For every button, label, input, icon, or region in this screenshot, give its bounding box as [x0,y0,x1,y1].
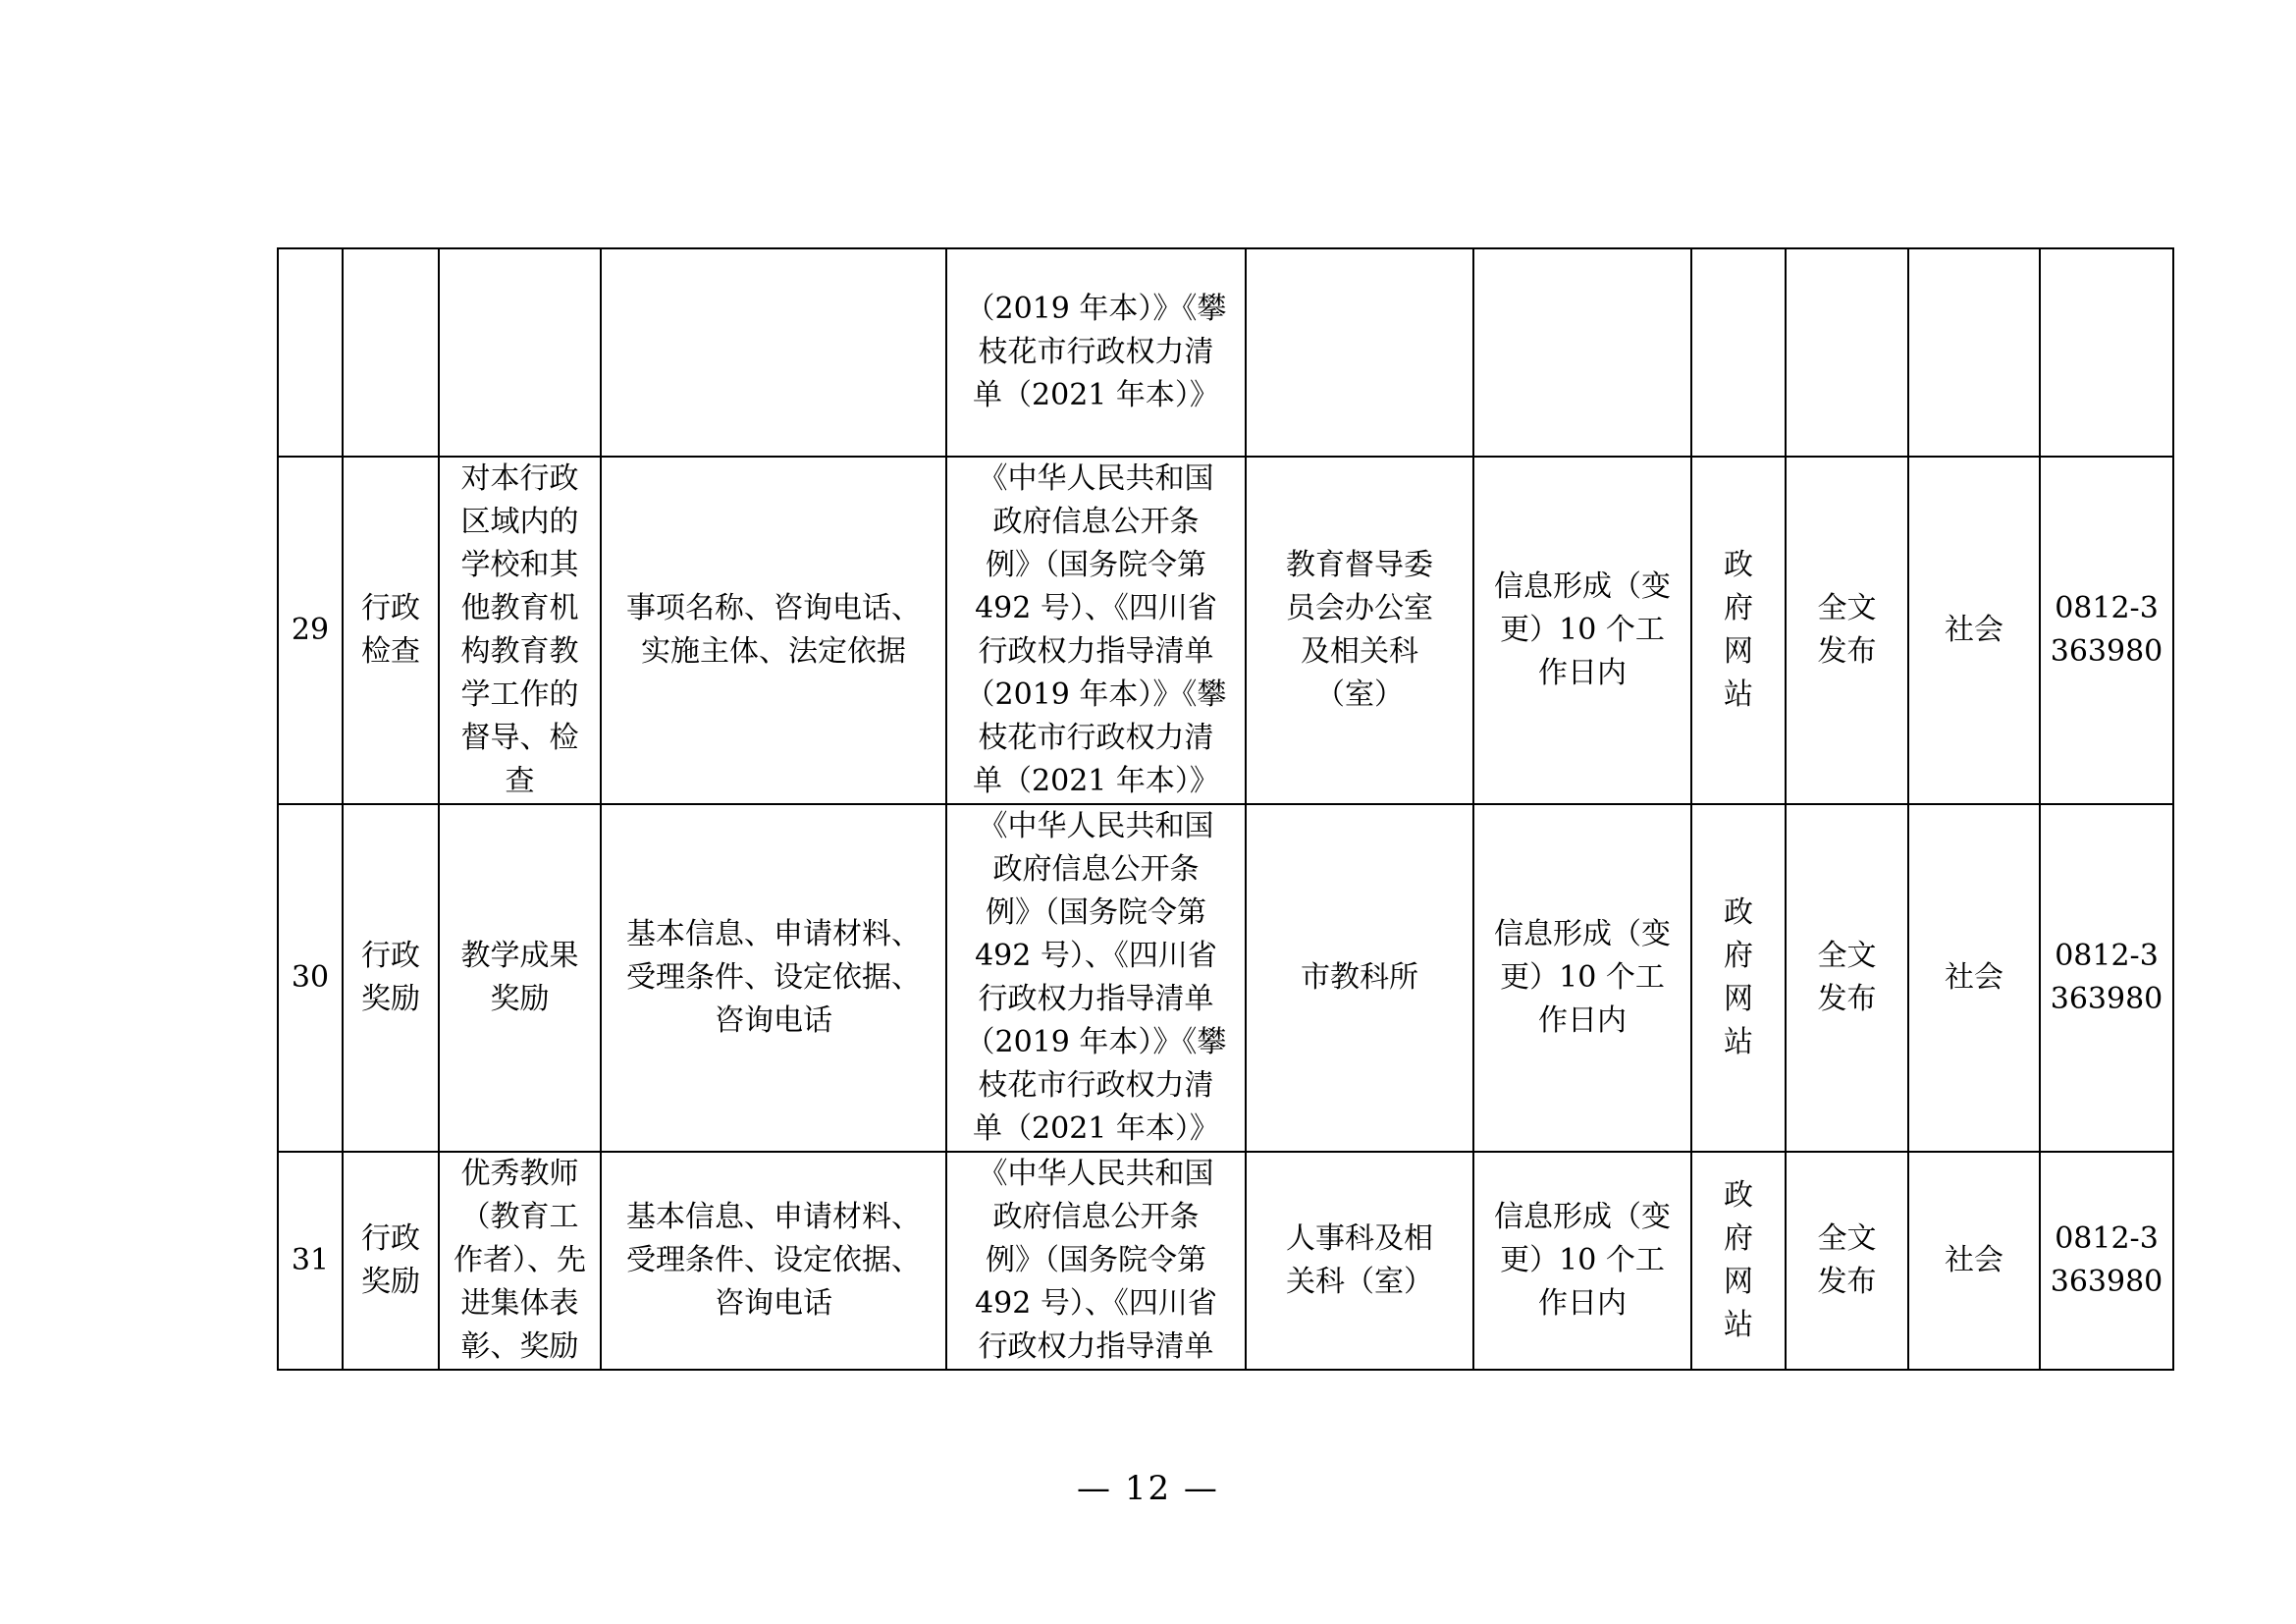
phone-cell: 0812-3 363980 [2040,457,2173,804]
row-number [278,248,343,457]
item-name-cell: 优秀教师 （教育工 作者）、先 进集体表 彰、奖励 [439,1152,601,1370]
table-row [278,1152,2173,1370]
category-cell [343,248,439,457]
channel-cell [1691,248,1786,457]
phone-cell [2040,248,2173,457]
phone-cell: 0812-3 363980 [2040,1152,2173,1370]
content-cell [601,248,946,457]
method-cell: 全文 发布 [1786,804,1908,1152]
table-row [278,248,2173,457]
method-cell: 全文 发布 [1786,457,1908,804]
channel-cell: 政 府 网 站 [1691,457,1786,804]
category-cell: 行政 检查 [343,457,439,804]
time-limit-cell: 信息形成（变 更）10 个工 作日内 [1473,457,1691,804]
row-number: 29 [278,457,343,804]
row-number: 30 [278,804,343,1152]
content-cell: 基本信息、申请材料、 受理条件、设定依据、 咨询电话 [601,804,946,1152]
table-row [278,804,2173,1152]
content-cell: 事项名称、咨询电话、 实施主体、法定依据 [601,457,946,804]
target-cell: 社会 [1908,1152,2040,1370]
target-cell [1908,248,2040,457]
time-limit-cell: 信息形成（变 更）10 个工 作日内 [1473,1152,1691,1370]
target-cell: 社会 [1908,804,2040,1152]
department-cell: 教育督导委 员会办公室 及相关科 （室） [1246,457,1473,804]
time-limit-cell [1473,248,1691,457]
disclosure-table [277,247,2174,1371]
department-cell [1246,248,1473,457]
time-limit-cell: 信息形成（变 更）10 个工 作日内 [1473,804,1691,1152]
channel-cell: 政 府 网 站 [1691,804,1786,1152]
category-cell: 行政 奖励 [343,1152,439,1370]
basis-cell: 《中华人民共和国 政府信息公开条 例》（国务院令第 492 号）、《四川省 行政权力指导清单 （2019 年本）》《攀 枝花市行政权力清 单（2021 年本）》 [946,457,1246,804]
phone-cell: 0812-3 363980 [2040,804,2173,1152]
department-cell: 人事科及相 关科（室） [1246,1152,1473,1370]
channel-cell: 政 府 网 站 [1691,1152,1786,1370]
content-cell: 基本信息、申请材料、 受理条件、设定依据、 咨询电话 [601,1152,946,1370]
basis-cell: 《中华人民共和国 政府信息公开条 例》（国务院令第 492 号）、《四川省 行政权力指导清单 [946,1152,1246,1370]
item-name-cell: 教学成果 奖励 [439,804,601,1152]
department-cell: 市教科所 [1246,804,1473,1152]
item-name-cell [439,248,601,457]
basis-cell: 《中华人民共和国 政府信息公开条 例》（国务院令第 492 号）、《四川省 行政权力指导清单 （2019 年本）》《攀 枝花市行政权力清 单（2021 年本）》 [946,804,1246,1152]
method-cell [1786,248,1908,457]
method-cell: 全文 发布 [1786,1152,1908,1370]
table-row [278,457,2173,804]
basis-cell: （2019 年本）》《攀 枝花市行政权力清 单（2021 年本）》 [946,248,1246,457]
target-cell: 社会 [1908,457,2040,804]
row-number: 31 [278,1152,343,1370]
category-cell: 行政 奖励 [343,804,439,1152]
page-number: — 12 — [1077,1469,1219,1508]
item-name-cell: 对本行政 区域内的 学校和其 他教育机 构教育教 学工作的 督导、检 查 [439,457,601,804]
